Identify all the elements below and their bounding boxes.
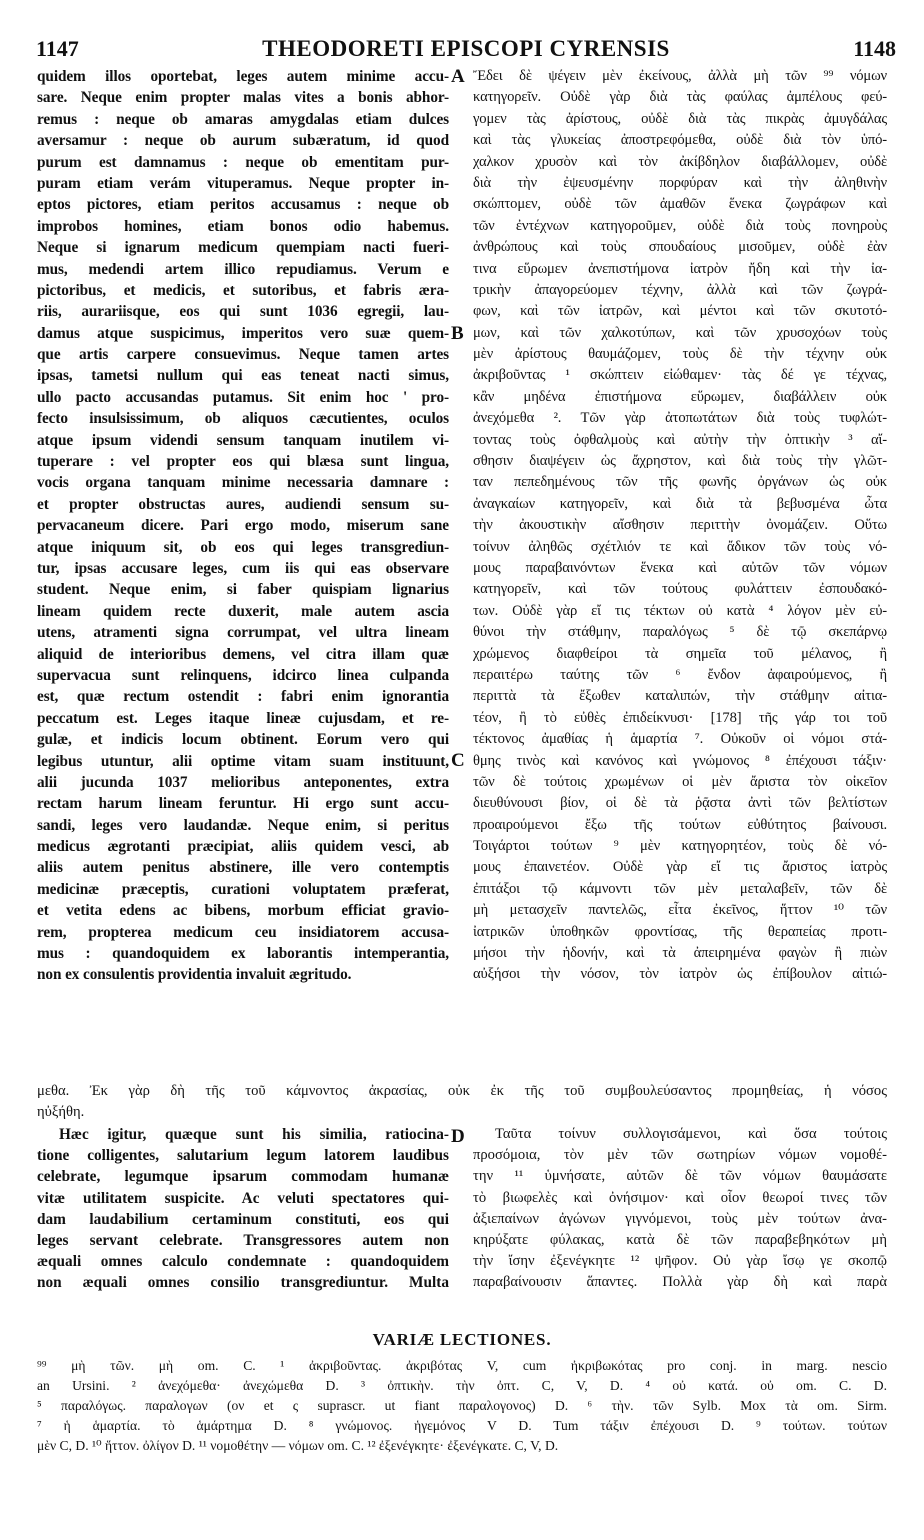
latin-text-line: tione colligentes, salutarium legum latorem laudibus bbox=[37, 1147, 449, 1165]
latin-text-line: est, quæ rectum ostendit : fabri enim ignorantia bbox=[37, 688, 449, 706]
latin-text-line: vitæ utilitatem suspicite. Ac veluti spectatores qui- bbox=[37, 1189, 449, 1207]
latin-column-second bbox=[37, 1124, 449, 1294]
greek-text-line: σκώπτομεν, οὐδὲ τῶν ἀμαθῶν ἕνεκα ζωγράφων καὶ bbox=[473, 196, 887, 213]
running-title: THEODORETI EPISCOPI CYRENSIS bbox=[262, 36, 670, 61]
greek-text-line: τὴν ἀκουστικὴν αἴσθησιν περιττὴν ὀνομάζειν. Οὕτω bbox=[473, 517, 887, 534]
latin-text-line: fecto insulsissimum, ob aliquos cæcutientes, oculos bbox=[37, 410, 449, 428]
variant-note-line: ⁹⁹ μὴ τῶν. μὴ om. C. ¹ ἀκριβοῦντας. ἀκριβότας V, cum ἠκριβωκότας pro conj. in marg. nescio bbox=[37, 1358, 887, 1373]
greek-text-line: κηρύξατε φύλακας, κατὰ δὲ τῶν παραβεβηκότων μὴ bbox=[473, 1231, 887, 1248]
greek-text-line: περιττὰ τὰ ἔξωθεν καταλιπών, τὴν στάθμην αἰτια- bbox=[473, 688, 887, 705]
greek-text-line: τέκτονος ἀμαθίας ἡ ἁμαρτία ⁷. Οὐκοῦν οἱ νόμοι στά- bbox=[473, 731, 887, 748]
greek-text-line: τοντας τοὺς ὀφθαλμοὺς καὶ αὐτὴν τὴν ὀπτικὴν ³ αἴ- bbox=[473, 431, 887, 448]
greek-text-line: ἀνθρώπους καὶ τοὺς σπουδαίους μισοῦμεν, οὐδὲ ἐὰν bbox=[473, 239, 887, 256]
latin-text-line: medicus ægrotanti præcipiat, aliis quidem vesci, ab bbox=[37, 838, 449, 856]
latin-text-line: non æquali omnes consilio transgrediuntur. Multa bbox=[37, 1274, 449, 1292]
variae-lectiones-title: VARIÆ LECTIONES. bbox=[372, 1330, 552, 1349]
greek-text-line: τινα εὕρωμεν ἀνεπιστήμονα ἰατρὸν ἤδη καὶ τὴν ἰα- bbox=[473, 260, 887, 277]
latin-text-line: leges servant celebrate. Transgressores autem non bbox=[37, 1231, 449, 1249]
latin-text-line: peccatum est. Leges itaque lineæ cujusdam, et re- bbox=[37, 709, 449, 727]
latin-text-line: purum est damnamus : neque ob ementitam pur- bbox=[37, 153, 449, 171]
latin-text-line: ipsas, tametsi nullum qui eas teneat nacti simus, bbox=[37, 367, 449, 385]
latin-text-line: lineam quidem recte duxerit, male autem ascia bbox=[37, 602, 449, 620]
greek-column-second bbox=[473, 1124, 887, 1294]
section-marker-c: C bbox=[451, 750, 465, 771]
greek-text-line: τὸ βιωφελὲς καὶ ὀνήσιμον· καὶ οἷον θεωροί τινες τῶν bbox=[473, 1189, 887, 1206]
variant-note-line: an Ursini. ² ἀνεχόμεθα· ἀνεχώμεθα D. ³ ὀπτικὴν. τὴν ὀπτ. C, V, D. ⁴ οὐ κατά. οὐ om. C. D. bbox=[37, 1378, 887, 1393]
latin-text-line: celebrate, legumque ipsarum commodam humanæ bbox=[37, 1168, 449, 1186]
latin-text-line: atque iniquum sit, ob eos qui leges transgrediun- bbox=[37, 538, 449, 556]
greek-text-line: ταν πεπεδημένους τῶν τῆς φωνῆς ὀργάνων ὡς οὐκ bbox=[473, 474, 887, 491]
latin-text-line: mus, medendi artem illico repudiamus. Verum e bbox=[37, 260, 449, 278]
latin-text-line: remus : neque ob amaras amygdalas etiam dulces bbox=[37, 110, 449, 128]
variant-note-line: ⁷ ἡ ἁμαρτία. τὸ ἁμάρτημα D. ⁸ γνώμονος. ἡγεμόνος V D. Tum τάξιν ἐπέχουσι D. ⁹ τούτων. τούτων bbox=[37, 1418, 887, 1433]
section-marker-b: B bbox=[451, 323, 464, 344]
greek-text-line: κατηγορεῖν. Οὐδὲ γὰρ διὰ τὰς φαύλας ἀμπέλους φεύ- bbox=[473, 89, 887, 106]
greek-text-line: τέον, ἢ τὸ εὐθὲς ἐπιδείκνυσι· [178] τῆς γάρ τοι τοῦ bbox=[473, 709, 887, 726]
greek-text-line: μεθα. Ἐκ γὰρ δὴ τῆς τοῦ κάμνοντος ἀκρασίας, οὐκ ἐκ τῆς τοῦ συμβουλεύσαντος προμηθείας, ἡ νόσος bbox=[37, 1083, 887, 1099]
latin-text-line: et propter obstructas aures, audiendi sensum su- bbox=[37, 495, 449, 513]
greek-text-line: τοίνυν ἀληθῶς σχέτλιόν τε καὶ ἄδικον τῶν τοὺς νό- bbox=[473, 538, 887, 555]
latin-text-line: sandi, leges vero laudandæ. Neque enim, si peritus bbox=[37, 816, 449, 834]
greek-text-line: χρώμενος διαφθείροι τὰ σημεῖα τοῦ μέλανος, ἢ bbox=[473, 645, 887, 662]
greek-text-line: τῶν ἐντέχνων κατηγοροῦμεν, οὐδὲ διὰ τοὺς πονηροὺς bbox=[473, 217, 887, 234]
greek-text-line: μων, καὶ τῶν χαλκοτύπων, καὶ τῶν χρυσοχόων τοὺς bbox=[473, 324, 887, 341]
greek-text-line: Τοιγάρτοι τούτων ⁹ μὲν κατηγορητέον, τοὺς δὲ νό- bbox=[473, 838, 887, 855]
greek-text-line: τρικὴν ἀπαγορεύομεν τέχνην, ἀλλὰ καὶ τῶν ζωγρά- bbox=[473, 281, 887, 298]
greek-text-line: των. Οὐδὲ γὰρ εἴ τις τέκτων οὐ κατὰ ⁴ λόγον μὲν εὐ- bbox=[473, 602, 887, 619]
latin-text-line: puram etiam verám vituperamus. Neque propter in- bbox=[37, 174, 449, 192]
greek-text-line: καὶ τὰς γλυκείας ἀποστρεφόμεθα, οὐδὲ διὰ τὸν ὑπό- bbox=[473, 132, 887, 149]
greek-text-line: μους ἐπαινετέον. Οὐδὲ γὰρ εἴ τις ἄριστος ἰατρὸς bbox=[473, 859, 887, 876]
latin-text-line: rem, propterea medicum ceu insidiatorem accusa- bbox=[37, 923, 449, 941]
greek-text-line: διὰ τὴν ἐψευσμένην πορφύραν καὶ τὴν ἀληθινὴν bbox=[473, 174, 887, 191]
greek-text-line: κατηγορεῖν, καὶ τῶν τούτους φυλάττειν ἐσπουδακό- bbox=[473, 581, 887, 598]
variant-readings bbox=[37, 1356, 887, 1456]
greek-text-line: ἀναγκαίων κατηγορεῖν, καὶ διὰ τὰ βεβυσμένα ὦτα bbox=[473, 495, 887, 512]
greek-text-line: περαιτέρω ταύτης τῶν ⁶ ἔνδον ἀφαιρούμενος, ἢ bbox=[473, 666, 887, 683]
latin-text-line: gulæ, et indicis locum obtinent. Eorum vero qui bbox=[37, 731, 449, 749]
greek-text-line: παραβαίνουσιν ἅπαντες. Πολλὰ γὰρ δὴ καὶ παρὰ bbox=[473, 1274, 887, 1291]
latin-column bbox=[37, 66, 449, 1093]
greek-text-line: ἀνεχόμεθα ². Τῶν γὰρ ἀτοπωτάτων διὰ τοὺς τυφλώτ- bbox=[473, 410, 887, 427]
latin-text-line: utens, atramenti signa corrumpat, vel ultra lineam bbox=[37, 624, 449, 642]
greek-text-line: προαιρούμενοι ἔξω τῆς τούτων εὐθύτητος βαίνουσι. bbox=[473, 816, 887, 833]
greek-text-line: Ἔδει δὲ ψέγειν μὲν ἐκείνους, ἀλλὰ μὴ τῶν ⁹⁹ νόμων bbox=[473, 68, 887, 84]
latin-text-line: tur, ipsas accusare leges, cum iis qui eas observare bbox=[37, 559, 449, 577]
section-marker-d: D bbox=[451, 1126, 465, 1147]
latin-text-line: quidem illos oportebat, leges autem minime accu- bbox=[37, 68, 449, 85]
greek-text-line: χαλκον χρυσὸν καὶ τὸν ἀκίβδηλον διαβάλλομεν, οὐδὲ bbox=[473, 153, 887, 170]
latin-text-line: mus : quandoquidem ex laborantis intemperantia, bbox=[37, 945, 449, 963]
latin-text-line: non ex consulentis providentia invaluit ægritudo. bbox=[37, 966, 352, 984]
latin-text-line: aliquid de interioribus demens, vel citra illam quæ bbox=[37, 645, 449, 663]
greek-column bbox=[473, 66, 887, 1093]
greek-text-line: μὴ μετασχεῖν παντελῶς, εἶτα ἐκεῖνος, ἥττον ¹⁰ τῶν bbox=[473, 902, 887, 919]
greek-text-line: αὐξήσοι τὴν νόσον, τὸν ἰατρὸν ὡς ἐπίβουλον αἰτιώ- bbox=[473, 966, 887, 983]
latin-text-line: damus atque suspicimus, imperitos vero suæ quem- bbox=[37, 324, 449, 342]
greek-text-line: σθησιν διαψέγειν ὡς ἄχρηστον, καὶ διὰ τοὺς τὴν γλῶτ- bbox=[473, 453, 887, 470]
latin-text-line: ullo pacto accusandas putamus. Sit enim hoc ' pro- bbox=[37, 388, 449, 406]
latin-text-line: student. Neque enim, si faber quispiam lignarius bbox=[37, 581, 449, 599]
greek-text-line: θύνοι τὴν στάθμην, παραλόγως ⁵ δὲ τῷ σκεπάρνῳ bbox=[473, 624, 887, 641]
greek-text-line: Ταῦτα τοίνυν συλλογισάμενοι, καὶ ὅσα τούτοις bbox=[495, 1126, 887, 1142]
latin-text-line: et vetita edens ac bibens, morbum efficiat gravio- bbox=[37, 902, 449, 920]
greek-text-line: φων, καὶ τῶν ἰατρῶν, καὶ μέντοι καὶ τῶν σκυτοτό- bbox=[473, 303, 887, 320]
latin-text-line: dam laudabilium certaminum constituti, eos qui bbox=[37, 1210, 449, 1228]
greek-text-line: μὲν ἀρίστους θαυμάζομεν, τοὺς δὲ τὴν τέχνην οὐκ bbox=[473, 346, 887, 363]
greek-text-line: ἀξιεπαίνων ἀγώνων γιγνόμενοι, τοὺς μὲν τούτων ἀνα- bbox=[473, 1210, 887, 1227]
latin-text-line: atque ipsum videndi sensum tanquam inutilem vi- bbox=[37, 431, 449, 449]
latin-text-line: pervacaneum dicere. Pari ergo modo, miserum sane bbox=[37, 517, 449, 535]
greek-text-line: θμης τινὸς καὶ κανόνος καὶ γνώμονος ⁸ ἐπέχουσι τάξιν· bbox=[473, 752, 887, 769]
greek-text-line: την ¹¹ ὑμνήσατε, αὐτῶν δὲ τῶν νόμων θαυμάσατε bbox=[473, 1168, 887, 1185]
greek-text-line: ηὐξήθη. bbox=[37, 1104, 85, 1121]
greek-text-line: ἀκριβοῦντας ¹ σκώπτειν εἰώθαμεν· τὰς δέ γε τέχνας, bbox=[473, 367, 887, 384]
latin-text-line: medicinæ præceptis, curationi voluptatem præferat, bbox=[37, 880, 449, 898]
latin-text-line: rectam harum lineam feruntur. Hi ergo sunt accu- bbox=[37, 795, 449, 813]
latin-text-line: sare. Neque enim propter malas vites a bonis abhor- bbox=[37, 89, 449, 107]
greek-text-line: μους παραβαινόντων ἕνεκα καὶ αὐτῶν τῶν νόμων bbox=[473, 559, 887, 576]
greek-text-line: διευθύνουσι βίον, οἱ δὲ τὰ ῥᾷστα ἀντὶ τῶν βελτίστων bbox=[473, 795, 887, 812]
latin-text-line: vocis organa tanquam minime necessaria damnare : bbox=[37, 474, 449, 492]
latin-text-line: Hæc igitur, quæque sunt his similia, ratiocina- bbox=[59, 1126, 449, 1143]
greek-text-line: γομεν τὰς ἀρίστους, οὐδὲ διὰ τὰς πικρὰς ἀμυγδάλας bbox=[473, 110, 887, 127]
greek-text-line: τῶν δὲ τούτοις χρωμένων οἱ μὲν ἄριστα τὸν οἰκεῖον bbox=[473, 773, 887, 790]
latin-text-line: aversamur : neque ob aurum subæratum, id quod bbox=[37, 132, 449, 150]
variant-note-line: μὲν C, D. ¹⁰ ἥττον. ὀλίγον D. ¹¹ νομοθέτην — νόμων om. C. ¹² ἐξενέγκητε· ἐξενέγκατε. C, V, D. bbox=[37, 1438, 559, 1453]
latin-text-line: que artis carpere consuevimus. Neque tamen artes bbox=[37, 346, 449, 364]
page-number-left: 1147 bbox=[36, 36, 79, 61]
greek-text-line: ἰατρικῶν ὑποθηκῶν φροντίσας, τῆς θεραπείας προτι- bbox=[473, 923, 887, 940]
latin-text-line: alii jucunda 1037 melioribus anteponentes, extra bbox=[37, 773, 449, 791]
greek-spillover bbox=[37, 1081, 887, 1124]
latin-text-line: æquali omnes calculo condemnate : quandoquidem bbox=[37, 1253, 449, 1271]
page-number-right: 1148 bbox=[853, 36, 896, 61]
greek-text-line: προσόμοια, τὸν μὲν τῶν σωτηρίων νόμων νομοθέ- bbox=[473, 1147, 887, 1164]
greek-text-line: μήσοι τὴν ἡδονήν, καὶ τὰ ἀπειρημένα φαγὼν ἢ πιὼν bbox=[473, 945, 887, 962]
section-marker-a: A bbox=[451, 66, 465, 87]
variant-note-line: ⁵ παραλόγως. παραλογων (ον et ς suprascr. ut fiant παραλογονος) D. ⁶ τὴν. τῶν Sylb. Mox τὰ om. Sirm. bbox=[37, 1398, 887, 1413]
latin-text-line: supervacua sunt relinquens, idcirco linea culpanda bbox=[37, 666, 449, 684]
latin-text-line: tuperare : vel propter eos qui blæsa sunt lingua, bbox=[37, 453, 449, 471]
latin-text-line: eptos pictores, etiam peritos accusamus : neque ob bbox=[37, 196, 449, 214]
latin-text-line: legibus utuntur, alii optime vitam suam instituunt, bbox=[37, 752, 449, 770]
latin-text-line: improbos homines, etiam bonos odio habemus. bbox=[37, 217, 449, 235]
greek-text-line: κἂν μηδένα ἐπιστήμονα εὕρωμεν, διαβάλλειν οὐκ bbox=[473, 388, 887, 405]
latin-text-line: aliis autem penitus abstinere, ille vero contemptis bbox=[37, 859, 449, 877]
greek-text-line: ἐπιτάξοι τῷ κάμνοντι τῶν μὲν μεταλαβεῖν, τῶν δὲ bbox=[473, 880, 887, 897]
latin-text-line: riis, aurariisque, eos qui sunt 1036 egregii, lau- bbox=[37, 303, 449, 321]
latin-text-line: Neque si ignarum medicum quempiam nacti fueri- bbox=[37, 239, 449, 257]
greek-text-line: τὴν ἴσην ἐξενέγκητε ¹² ψῆφον. Οὐ γὰρ ἴσῳ γε σκοπῷ bbox=[473, 1253, 887, 1270]
latin-text-line: pictoribus, et medicis, et sutoribus, et fabris æra- bbox=[37, 281, 449, 299]
running-header bbox=[36, 36, 896, 66]
